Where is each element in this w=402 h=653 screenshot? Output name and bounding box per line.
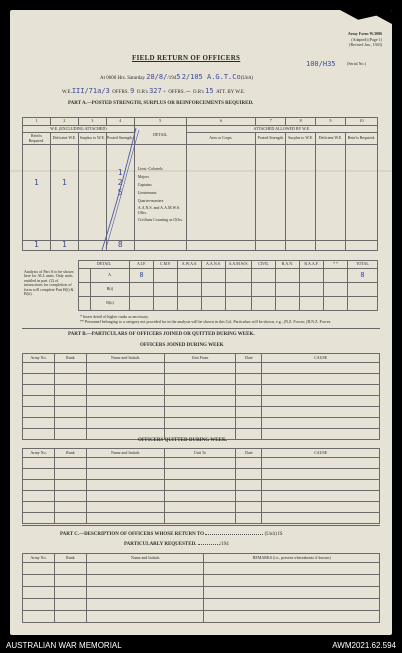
offrs-value: 9 [130,87,135,95]
analysis-head: A.I.F. [130,261,154,269]
analysis-cell [252,283,276,297]
joined-head: Date [236,354,262,363]
quitted-head-row [23,449,380,458]
part-c-title: PART C.—DESCRIPTION OF OFFICERS WHOSE RETURN TO [60,532,205,537]
analysis-head: TOTAL [348,261,378,269]
part-c-head: REMARKS (i.e., present whereabouts if known) [204,554,380,563]
analysis-cell [252,269,276,283]
joined-head: CAUSE [262,354,380,363]
divider [22,328,380,329]
analysis-cell [178,283,202,297]
col-head: Surplus to W.E. [286,133,316,145]
quitted-head: Rank [54,449,86,458]
footnote-1: * Insert detail of higher ranks as necessary. [80,314,149,319]
analysis-row-label: B(i) [91,283,130,297]
analysis-table [78,260,378,311]
offrs2-label: OFFRS. [168,90,185,95]
att-posted-cell [256,145,286,241]
deficient-value: 1 [61,178,67,187]
table-row [23,396,380,407]
analysis-cell [202,283,226,297]
posted-strength-cell [106,145,134,241]
analysis-cell [202,297,226,311]
form-adapted: (Adapted) (Page 1) [351,37,382,42]
col-num: 3 [78,118,106,126]
col-num: 10 [346,118,378,126]
analysis-head: * * [324,261,348,269]
part-b-title: PART B.—PARTICULARS OF OFFICERS JOINED OR QUITTED DURING WEEK. [68,332,255,337]
quitted-title: OFFICERS QUITTED DURING WEEK. [138,438,228,443]
analysis-cell [300,283,324,297]
part-c-head: Army No. [23,554,55,563]
table-row [23,363,380,374]
rank-label: Civilians Counting as Offrs. [137,217,183,222]
plus-sign: + [162,90,166,95]
analysis-row-a [79,269,378,283]
part-c-unit-suffix: (Unit) IS [264,532,283,537]
unit-suffix: (Unit) [240,76,253,81]
analysis-cell [154,283,178,297]
part-c-head: Rank [54,554,86,563]
rank-label: Lieutenants [137,190,157,195]
we-prefix: W.E. [62,90,72,95]
return-date-line [100,73,253,82]
total-col7 [256,241,286,251]
total-col3 [78,241,106,251]
year-prefix: /194 [167,76,177,81]
arm-corps-cell [186,145,256,241]
table-row [23,374,380,385]
analysis-head: R.A.A.F. [300,261,324,269]
table-row [23,611,380,623]
col-head: Deficient W.E. [316,133,346,145]
joined-head: Rank [54,354,86,363]
total-col10 [346,241,378,251]
caption-right: AWM2021.62.594 [332,641,396,650]
analysis-head-row [79,261,378,269]
analysis-head: A.A.M.W.S. [226,261,252,269]
page-title: FIELD RETURN OF OFFICERS [132,54,241,62]
rein-req-cell [23,145,51,241]
serial-value: 100/H35 [306,60,336,68]
serial-label: (Serial No.) [347,61,366,66]
analysis-head: A.W.A.S. [178,261,202,269]
col-num: 7 [256,118,286,126]
analysis-cell [226,283,252,297]
date-value: 28/8/ [146,73,168,81]
rein-req-value: 1 [34,178,39,187]
analysis-head: DETAIL [79,261,130,269]
col-num: 8 [286,118,316,126]
quitted-head: Name and Initials [86,449,164,458]
analysis-cell [300,269,324,283]
rank-label: Captains [137,182,152,187]
rank-label: A.A.N.S. and A.A.M.W.S. Offrs. [137,205,181,215]
rank-label: Majors [137,174,150,179]
ranks-cell [134,145,186,241]
deficient-cell [50,145,78,241]
analysis-cell [324,283,348,297]
table-row [23,480,380,491]
rank-label: Quarter-masters [137,198,164,203]
group-left-header: W.E. (EXCLUDING ATTACHED) [23,126,135,133]
analysis-row-bii [79,297,378,311]
archive-caption-bar [0,638,402,653]
ors-value: 327 [149,87,162,95]
footnote-2: ** Personnel belonging to a category not provided for in the analysis will be shown in this Col. Particulars will be shown, e.g., (N.Z. Forces; (B.N.Z. Forces. [80,320,332,324]
table-row [23,563,380,575]
analysis-cell [226,269,252,283]
part-c-title2: PARTICULARLY REQUESTED. [124,542,197,547]
ors2-value: 15 [205,87,214,95]
ranks-list [138,165,186,222]
analysis-head: R.A.N. [276,261,300,269]
rank-value: 5 [117,188,123,197]
analysis-cell [300,297,324,311]
analysis-cell [130,297,154,311]
we-value: III/71a/3 [71,87,110,95]
table-row [23,491,380,502]
group-right-header: ATTACHED ALLOWED BY W.E. [186,126,377,133]
analysis-row-bi [79,283,378,297]
ors-label: O.R's [136,90,148,95]
analysis-spacer [79,269,91,283]
analysis-cell [348,297,378,311]
ors2-label: O.R's [192,90,204,95]
joined-table [22,353,380,440]
att-deficient-cell [316,145,346,241]
quitted-head: Army No. [23,449,55,458]
quitted-head: Date [236,449,262,458]
form-number: Army Form W.3006 [347,31,382,36]
analysis-cell [324,297,348,311]
part-c-table [22,553,380,623]
col-head: Deficient W.E. [50,133,78,145]
analysis-head: CIVIL [252,261,276,269]
part-a-title: PART A.—POSTED STRENGTH, SURPLUS OR REINFORCEMENTS REQUIRED. [68,101,254,106]
col-head: Rein'ts Required. [346,133,378,145]
offrs2-value: — [186,87,191,95]
group-header-row [23,126,378,133]
table-row [23,513,380,524]
column-number-row [23,118,378,126]
total-col5 [134,241,186,251]
total-col1: 1 [23,241,51,251]
joined-head: Army No. [23,354,55,363]
analysis-cell [226,297,252,311]
total-col9 [316,241,346,251]
att-label: ATT. BY W.E. [216,90,246,95]
analysis-spacer [79,297,91,311]
totals-row [23,241,378,251]
analysis-cell [154,269,178,283]
joined-head-row [23,354,380,363]
analysis-cell [276,269,300,283]
table-row [23,418,380,429]
date-prefix: At 0600 Hrs. Saturday [100,76,145,81]
analysis-head: A.A.N.S. [202,261,226,269]
col-num: 9 [316,118,346,126]
ranks-body-row [23,145,378,241]
analysis-cell [178,297,202,311]
col-head: Rein'ts Required. [23,133,51,145]
part-c-title-line2 [124,542,229,548]
part-c-head: Name and Initials [86,554,204,563]
table-row [23,458,380,469]
analysis-cell [154,297,178,311]
detail-header: DETAIL [134,126,186,145]
col-head: Posted Strength. [106,133,134,145]
col-num: 4 [106,118,134,126]
col-head: Posted Strength. [256,133,286,145]
total-col6 [186,241,256,251]
torn-corner [340,10,392,24]
analysis-cell [178,269,202,283]
table-row [23,587,380,599]
col-head: Arm or Corps. [186,133,256,145]
att-rein-cell [346,145,378,241]
part-c-head-row [23,554,380,563]
surplus-cell [78,145,106,241]
table-row [23,385,380,396]
analysis-total-value: 8 [348,269,378,283]
analysis-spacer [79,283,91,297]
analysis-cell [276,283,300,297]
document-page [10,10,392,635]
form-revised: (Revised Jan., 1943) [349,42,382,47]
total-col4: 8 [106,241,134,251]
unit-value: 2/105 A.G.T.Co [181,73,241,81]
analysis-cell [324,269,348,283]
table-row [23,599,380,611]
total-col8 [286,241,316,251]
total-col2: 1 [50,241,78,251]
analysis-note: Analysis of Part A to be shown here for ALL units. Only units entitled in part. (2) of instructions for completion of form will complete Part B(i) & B(ii). [24,269,74,296]
att-surplus-cell [286,145,316,241]
analysis-aif-value: 8 [130,269,154,283]
table-row [23,407,380,418]
column-head-row [23,133,378,145]
quitted-head: CAUSE [262,449,380,458]
analysis-row-label: B(ii) [91,297,130,311]
we-line [62,87,245,96]
col-num: 1 [23,118,51,126]
rank-label: Lieut.-Colonels [137,166,163,171]
table-row [23,575,380,587]
joined-head: Name and Initials [86,354,164,363]
divider [22,525,380,526]
table-row [23,469,380,480]
analysis-cell [276,297,300,311]
col-num: 6 [186,118,256,126]
rank-value: 2 [117,178,123,187]
analysis-cell [202,269,226,283]
analysis-cell [348,283,378,297]
analysis-cell [130,283,154,297]
table-row [23,502,380,513]
joined-title: OFFICERS JOINED DURING WEEK [140,343,224,348]
col-head: Surplus to W.E. [78,133,106,145]
col-num: 5 [134,118,186,126]
caption-left: AUSTRALIAN WAR MEMORIAL [6,641,122,650]
part-c-date-blank: /194 [219,542,229,547]
rank-value: 1 [117,168,123,177]
analysis-head: C.M.F. [154,261,178,269]
year-handwritten: 5 [176,73,181,81]
quitted-head: Unit To [164,449,236,458]
part-c-title-line [60,532,282,538]
joined-head: Unit From [164,354,236,363]
part-a-table [22,117,378,251]
col-num: 2 [50,118,78,126]
analysis-row-label: A. [91,269,130,283]
quitted-table [22,448,380,524]
analysis-cell [252,297,276,311]
offrs-label: OFFRS. [112,90,129,95]
